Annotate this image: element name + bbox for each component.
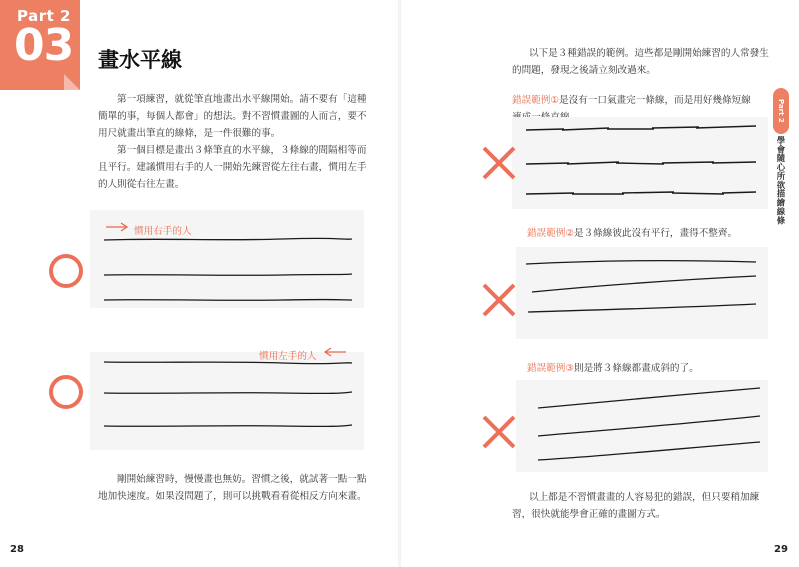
correct-lines-left-hand (102, 358, 354, 430)
wrong-lines-example-3 (536, 386, 764, 464)
error-tag: 錯誤範例② (527, 228, 574, 239)
part-number: 03 (14, 20, 74, 71)
side-tab-part-label: Part 2 (773, 88, 789, 134)
error-tag: 錯誤範例③ (527, 363, 574, 374)
page-number-right: 29 (774, 544, 788, 555)
wrong-lines-example-1 (524, 122, 760, 198)
arrow-right-icon (106, 222, 130, 232)
intro-paragraph-1: 第一項練習，就從筆直地畫出水平線開始。請不要有「這種簡單的事，每個人都會」的想法。對不習慣畫圖的人而言，要不用尺就畫出筆直的線條，是一件很難的事。 (98, 94, 367, 139)
badge-fold-corner (64, 74, 80, 90)
arrow-left-icon (322, 347, 346, 357)
closing-paragraph-right: 以上都是不習慣畫畫的人容易犯的錯誤，但只要稍加練習，很快就能學會正確的畫圖方式。 (512, 492, 760, 520)
error-text: 是３條線彼此沒有平行，畫得不整齊。 (573, 228, 738, 239)
wrong-lines-example-2 (524, 252, 760, 332)
part-badge (0, 0, 80, 90)
wrong-cross-icon (481, 145, 517, 181)
correct-circle-icon (49, 375, 83, 409)
closing-paragraph-left: 剛開始練習時，慢慢畫也無妨。習慣之後，就試著一點一點地加快速度。如果沒問題了，則可以挑戰看看從相反方向來畫。 (98, 474, 367, 502)
right-hand-label: 慣用右手的人 (134, 226, 192, 237)
page-number-left: 28 (10, 544, 24, 555)
part-label: Part 2 (17, 7, 71, 25)
wrong-cross-icon (481, 414, 517, 450)
page-gutter (398, 0, 401, 567)
error-example-2 (527, 225, 767, 242)
error-text: 則是將３條線都畫成斜的了。 (573, 363, 699, 374)
chapter-side-tab (772, 88, 790, 238)
intro-paragraph-right: 以下是３種錯誤的範例。這些都是剛開始練習的人常發生的問題，發現之後請立刻改過來。 (512, 48, 769, 76)
page-title: 畫水平線 (98, 48, 182, 72)
error-text: 是沒有一口氣畫完一條線，而是用好幾條短線 (558, 95, 751, 106)
side-tab-chapter-title: 學會隨心所欲描繪線條 (776, 136, 786, 225)
wrong-cross-icon (481, 282, 517, 318)
intro-paragraph-2: 第一個目標是畫出３條筆直的水平線，３條線的間隔相等而且平行。建議慣用右手的人一開始先練習從左往右畫，慣用左手的人則從右往左畫。 (98, 145, 367, 190)
left-hand-label: 慣用左手的人 (259, 351, 317, 362)
correct-circle-icon (49, 254, 83, 288)
correct-lines-right-hand (102, 234, 354, 304)
error-tag: 錯誤範例① (512, 95, 559, 106)
error-example-3 (527, 360, 767, 377)
